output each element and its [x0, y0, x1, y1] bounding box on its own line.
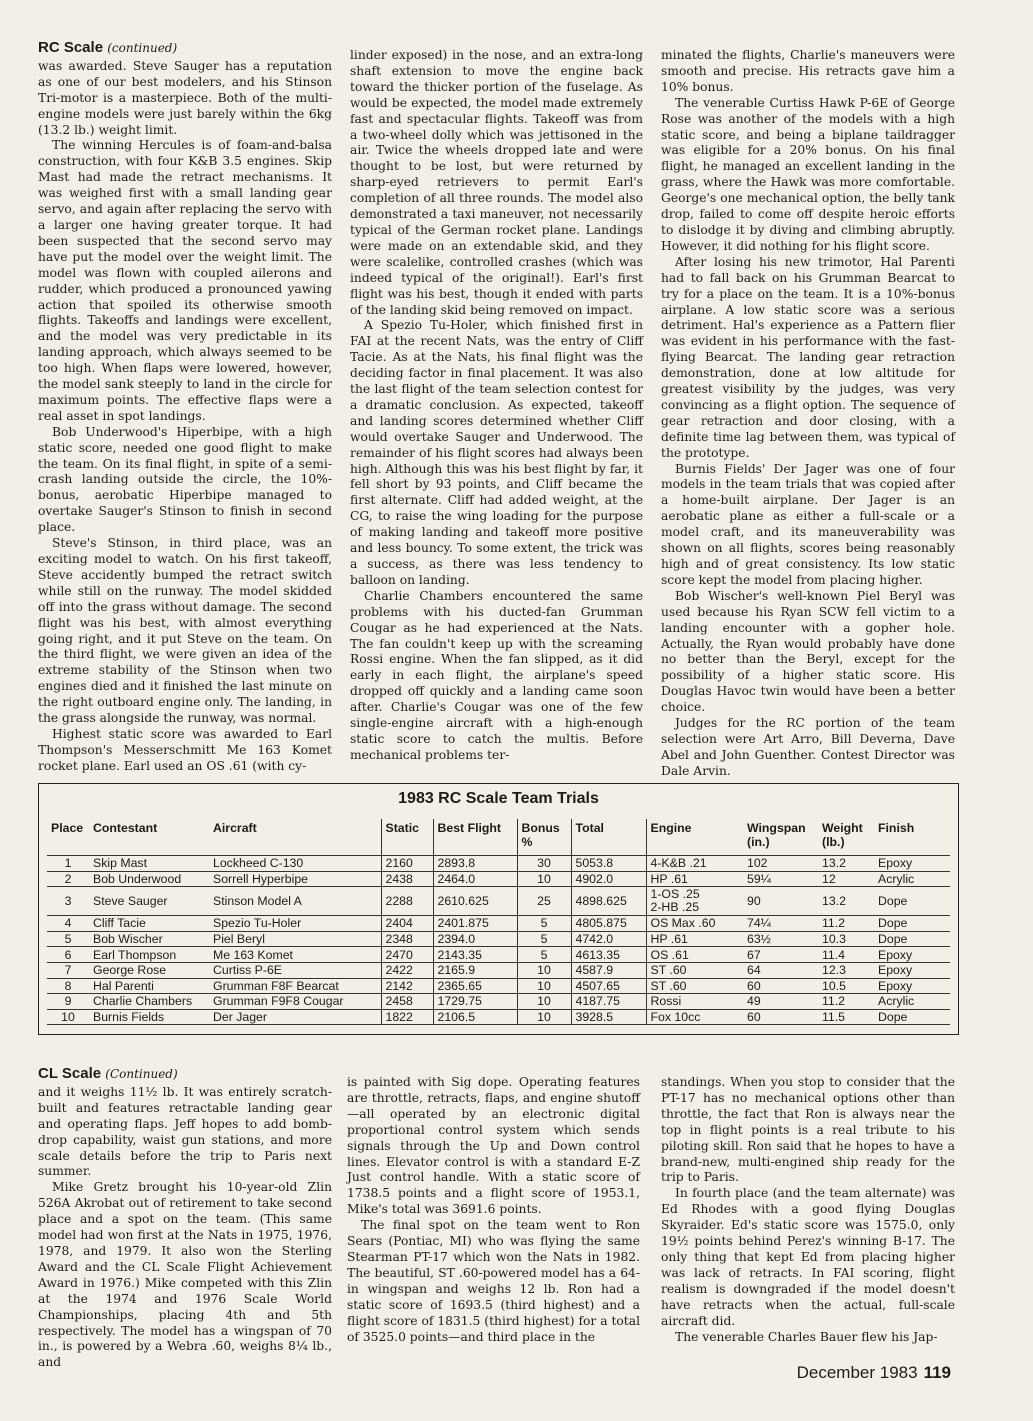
cell-best-flight: 2165.9	[433, 962, 517, 978]
cell-wingspan: 60	[747, 978, 761, 993]
paragraph: The final spot on the team went to Ron Sears (Pontiac, MI) who was flying the same Stearman PT-17 which won the Nats in 1982. The beautiful, ST .60-powered model has a 64-in wingspan and weighs 12 lb. Ron had a static score of 1693.5 (third highest) and a flight score of 1831.5 (third highest) for a total of 3525.0 points—and third place in the	[347, 1218, 640, 1344]
cell-finish: Epoxy	[878, 947, 913, 962]
cell-wingspan: 60	[747, 1010, 761, 1025]
cell-engine	[646, 1009, 743, 1025]
cell-total: 4507.65	[571, 978, 646, 994]
cell-static: 2470	[381, 947, 433, 963]
cell-finish: Dope	[878, 916, 908, 931]
table-row	[47, 887, 950, 916]
cell-place: 5	[64, 932, 72, 947]
paragraph: Judges for the RC portion of the team selection were Art Arro, Bill Deverna, Dave Abel and John Guenther. Contest Director was Dale Arvin.	[661, 716, 955, 778]
paragraph: Mike Gretz brought his 10-year-old Zlin 526A Akrobat out of retirement to take second place and a spot on the team. (This same model had won first at the Nats in 1975, 1976, 1978, and 1979. It also won the Sterling Award and the CL Scale Flight Achievement Award in 1976.) Mike competed with this Zlin at the 1974 and 1976 Scale World Championships, placing 4th and 5th respectively. The model has a wingspan of 70 in., is powered by a Webra .60, weighs 8¼ lb., and	[38, 1180, 332, 1370]
cell-wingspan: 67	[747, 947, 761, 962]
cell-aircraft: Piel Beryl	[213, 932, 265, 947]
section-heading-rc-scale	[38, 40, 332, 57]
table-row	[47, 931, 950, 947]
rc-column-3	[661, 48, 955, 780]
cell-aircraft: Lockheed C-130	[213, 856, 304, 871]
cell-aircraft: Der Jager	[213, 1010, 267, 1025]
cell-finish: Epoxy	[878, 856, 913, 871]
cell-wingspan: 74¼	[747, 916, 771, 931]
col-header-wingspan: Wingspan (in.)	[747, 821, 806, 849]
cell-total: 5053.8	[571, 856, 646, 872]
paragraph: The winning Hercules is of foam-and-balsa construction, with four K&B 3.5 engines. Skip Mast had made the retract mechanisms. It was weighed first with a small landing gear servo, and again after replacing the servo with a larger one having greater torque. It had been suspected that the second servo may have put the model over the weight limit. The model was flown with coupled ailerons and rudder, which produced a pronounced yawing action that spoiled its otherwise smooth flights. Takeoffs and landings were excellent, and the model was very predictable in its landing approach, which always seemed to be too high. When flaps were lowered, however, the model sank steeply to land in the circle for maximum points. The effective flaps were a real asset in spot landings.	[38, 138, 332, 423]
engine-line: Rossi	[650, 994, 682, 1009]
cell-wingspan: 63½	[747, 932, 771, 947]
cell-total: 4187.75	[571, 994, 646, 1010]
cell-static: 2438	[381, 871, 433, 887]
paragraph: Steve's Stinson, in third place, was an exciting model to watch. On his first takeoff, Steve accidently bumped the retract switch while still on the runway. The model skidded off into the grass without damage. The second flight was his best, with almost everything going right, and it put Steve on the team. On the third flight, we were given an idea of the extreme stability of the Stinson when two engines died and it finished the last minute on the right outboard engine only. The landing, in the grass alongside the runway, was normal.	[38, 536, 332, 726]
table-row	[47, 962, 950, 978]
paragraph: is painted with Sig dope. Operating features are throttle, retracts, flaps, and engine shutoff —all operated by an electronic digital proportional control system which sends signals through the Up and Down control lines. Elevator control is with a standard E-Z Just control handle. With a static score of 1738.5 points and a flight score of 1953.1, Mike's total was 3691.6 points.	[347, 1075, 640, 1217]
cell-place: 2	[64, 871, 72, 886]
section-continued: (continued)	[107, 41, 178, 55]
cell-aircraft: Spezio Tu-Holer	[213, 916, 302, 931]
paragraph: linder exposed) in the nose, and an extra-long shaft extension to move the engine back toward the thicker portion of the fuselage. As would be expected, the model made extremely fast and spectacular flights. Takeoff was from a two-wheel dolly which was jettisoned in the air. Twice the wheels dropped late and were thought to be lost, but were returned by sharp-eyed retrievers to permit Earl's completion of all three rounds. The model also demonstrated a taxi maneuver, not necessarily typical of the German rocket plane. Landings were made on an extendable skid, and they were scalelike, controlled crashes (which was indeed typical of the original!). Earl's first flight was his best, though it ended with parts of the landing skid being removed on impact.	[350, 48, 643, 317]
table-row	[47, 994, 950, 1010]
cell-engine	[646, 856, 743, 872]
paragraph: The venerable Charles Bauer flew his Jap-	[675, 1329, 938, 1344]
page-footer	[797, 1363, 951, 1383]
engine-line: HP .61	[650, 932, 688, 947]
rc-column-2	[350, 48, 643, 764]
results-table	[47, 819, 950, 1025]
cell-bonus: 10	[517, 1009, 571, 1025]
cell-total: 4587.9	[571, 962, 646, 978]
cell-bonus: 10	[517, 962, 571, 978]
table-row	[47, 856, 950, 872]
paragraph: In fourth place (and the team alternate) was Ed Rhodes with a good flying Douglas Skyraider. Ed's static score was 1575.0, only 19½ points behind Perez's winning B-17. The only thing that kept Ed from placing higher was lack of retracts. In FAI scoring, flight realism is downgraded if the model doesn't have retracts when the actual, full-scale aircraft did.	[661, 1186, 955, 1328]
cell-weight: 12.3	[822, 963, 846, 978]
cell-bonus: 5	[517, 931, 571, 947]
cell-place: 9	[64, 994, 72, 1009]
col-header-total: Total	[571, 819, 646, 856]
cell-aircraft: Grumman F9F8 Cougar	[213, 994, 344, 1009]
issue-date: December 1983	[796, 1363, 918, 1382]
cell-total: 3928.5	[571, 1009, 646, 1025]
paragraph: The venerable Curtiss Hawk P-6E of George Rose was another of the models with a high static score, and being a biplane taildragger was eligible for a 20% bonus. On his final flight, he managed an excellent landing in the grass, where the Hawk was more comfortable. George's one mechanical option, the belly tank drop, failed to come off despite heroic efforts to dislodge it by diving and climbing abruptly. However, it did nothing for his flight score.	[661, 95, 955, 253]
engine-line: HP .61	[650, 871, 688, 886]
table-row	[47, 947, 950, 963]
cell-contestant: Bob Underwood	[93, 871, 182, 886]
cell-weight: 11.2	[822, 994, 846, 1009]
paragraph: A Spezio Tu-Holer, which finished first in FAI at the recent Nats, was the entry of Cliff Tacie. As at the Nats, his final flight was the deciding factor in final placement. It was also the last flight of the team selection contest for a dramatic conclusion. As expected, takeoff and landing scores determined whether Cliff would overtake Sauger and Underwood. The remainder of his flight scores had always been high. Although this was his best flight by far, it fell short by 93 points, and Cliff became the first alternate. Cliff had added weight, at the CG, to raise the wing loading for the purpose of making landing and takeoff more positive and less bouncy. To some extent, the trick was a success, as there was less tendency to balloon on landing.	[350, 318, 643, 587]
paragraph: Bob Underwood's Hiperbipe, with a high static score, needed one good flight to make the team. On its final flight, in spite of a semi-crash landing outside the circle, the 10%-bonus, aerobatic Hiperbipe managed to overtake Sauger's Stinson to finish in second place.	[38, 424, 332, 535]
cell-finish: Dope	[878, 893, 908, 908]
cell-static: 2160	[381, 856, 433, 872]
cell-best-flight: 1729.75	[433, 994, 517, 1010]
col-header-weight: Weight (lb.)	[822, 821, 863, 849]
paragraph: Charlie Chambers encountered the same problems with his ducted-fan Grumman Cougar as he had experienced at the Nats. The fan couldn't keep up with the screaming Rossi engine. When the fan slipped, as it did early in each flight, the airplane's speed dropped off quickly and a landing came soon after. Charlie's Cougar was one of the few single-engine aircraft with a high-enough static score to catch the multis. Before mechanical problems ter-	[350, 588, 643, 762]
table-title: 1983 RC Scale Team Trials	[398, 790, 599, 807]
col-header-place: Place	[51, 821, 84, 835]
cell-static: 2404	[381, 916, 433, 932]
table-row	[47, 871, 950, 887]
rc-column-1	[38, 40, 332, 775]
cell-engine	[646, 871, 743, 887]
cell-wingspan: 90	[747, 893, 761, 908]
cell-place: 6	[64, 947, 72, 962]
cell-contestant: Hal Parenti	[93, 978, 154, 993]
table-header-row	[47, 819, 950, 856]
cell-wingspan: 59¼	[747, 871, 771, 886]
col-header-static: Static	[381, 819, 433, 856]
cell-total: 4613.35	[571, 947, 646, 963]
paragraph: After losing his new trimotor, Hal Parenti had to fall back on his Grumman Bearcat to try for a place on the team. It is a 10%-bonus airplane. A low static score was a serious detriment. Hal's experience as a Pattern flier was evident in his performance with the fast-flying Bearcat. The landing gear retraction demonstration, done at low altitude for greatest visibility by the judges, was very convincing as a flight option. The sequence of gear retraction and door closing, with a definite time lag between them, was typical of the prototype.	[661, 254, 955, 460]
cell-engine	[646, 962, 743, 978]
cell-engine	[646, 887, 743, 916]
cell-best-flight: 2394.0	[433, 931, 517, 947]
cell-best-flight: 2464.0	[433, 871, 517, 887]
cell-wingspan: 102	[747, 856, 768, 871]
col-header-contestant: Contestant	[93, 821, 158, 835]
cell-contestant: Charlie Chambers	[93, 994, 193, 1009]
paragraph: Burnis Fields' Der Jager was one of four models in the team trials that was copied after a home-built airplane. Der Jager is an aerobatic plane as either a full-scale or a model craft, and its maneuverability was shown on all flights, scores being reasonably high and of great consistency. Its low static score kept the model from placing higher.	[661, 461, 955, 587]
cell-engine	[646, 931, 743, 947]
engine-line: Fox 10cc	[650, 1010, 701, 1025]
section-continued: (Continued)	[105, 1067, 178, 1081]
cell-place: 8	[64, 978, 72, 993]
cell-total: 4805.875	[571, 916, 646, 932]
cell-finish: Acrylic	[878, 871, 915, 886]
paragraph: standings. When you stop to consider that the PT-17 has no mechanical options other than throttle, the fact that Ron is always near the top in flight points is a real tribute to his piloting skill. Ron said that he hopes to have a brand-new, multi-engined ship ready for the trip to Paris.	[661, 1075, 955, 1185]
col-header-aircraft: Aircraft	[213, 821, 257, 835]
col-header-engine: Engine	[650, 821, 692, 835]
col-header-best-flight: Best Flight	[433, 819, 517, 856]
cell-best-flight: 2143.35	[433, 947, 517, 963]
engine-line: 4-K&B .21	[650, 856, 707, 871]
cell-best-flight: 2610.625	[433, 887, 517, 916]
cell-place: 10	[61, 1010, 75, 1025]
cell-weight: 13.2	[822, 856, 846, 871]
cell-static: 1822	[381, 1009, 433, 1025]
cell-contestant: George Rose	[93, 963, 167, 978]
results-table-body	[47, 856, 950, 1025]
cell-best-flight: 2401.875	[433, 916, 517, 932]
cell-contestant: Burnis Fields	[93, 1010, 165, 1025]
table-row	[47, 1009, 950, 1025]
cell-static: 2458	[381, 994, 433, 1010]
cell-engine	[646, 947, 743, 963]
cell-bonus: 10	[517, 871, 571, 887]
cell-best-flight: 2365.65	[433, 978, 517, 994]
cell-total: 4902.0	[571, 871, 646, 887]
cell-contestant: Steve Sauger	[93, 893, 168, 908]
engine-line: OS .61	[650, 947, 689, 962]
cell-engine	[646, 916, 743, 932]
cell-bonus: 25	[517, 887, 571, 916]
cell-aircraft: Grumman F8F Bearcat	[213, 978, 339, 993]
cell-weight: 10.3	[822, 932, 846, 947]
cell-weight: 10.5	[822, 978, 846, 993]
cell-finish: Acrylic	[878, 994, 915, 1009]
cell-engine	[646, 994, 743, 1010]
cell-aircraft: Curtiss P-6E	[213, 963, 283, 978]
section-heading-cl-scale	[38, 1066, 332, 1083]
table-row	[47, 916, 950, 932]
cell-best-flight: 2893.8	[433, 856, 517, 872]
cell-wingspan: 49	[747, 994, 761, 1009]
cell-aircraft: Sorrell Hyperbipe	[213, 871, 309, 886]
cell-place: 1	[64, 856, 72, 871]
cell-place: 4	[64, 916, 72, 931]
cell-bonus: 5	[517, 947, 571, 963]
cell-bonus: 5	[517, 916, 571, 932]
cell-finish: Epoxy	[878, 963, 913, 978]
col-header-finish: Finish	[878, 821, 915, 835]
cell-finish: Dope	[878, 932, 908, 947]
cell-weight: 12	[822, 871, 836, 886]
engine-line: 2-HB .25	[650, 900, 700, 915]
cl-column-3	[661, 1075, 955, 1345]
results-table-box	[38, 783, 959, 1035]
section-title: RC Scale	[38, 39, 104, 56]
cell-bonus: 10	[517, 994, 571, 1010]
cell-weight: 11.5	[822, 1010, 846, 1025]
cell-contestant: Earl Thompson	[93, 947, 177, 962]
paragraph: Bob Wischer's well-known Piel Beryl was used because his Ryan SCW fell victim to a landing encounter with a gopher hole. Actually, the Ryan would probably have done no better than the Beryl, except for the possibility of a higher static score. His Douglas Havoc twin would have been a better choice.	[661, 588, 955, 715]
cell-static: 2422	[381, 962, 433, 978]
cell-contestant: Skip Mast	[93, 856, 147, 871]
cell-place: 7	[64, 963, 72, 978]
cell-aircraft: Me 163 Komet	[213, 947, 293, 962]
cell-weight: 11.4	[822, 947, 846, 962]
paragraph: Highest static score was awarded to Earl Thompson's Messerschmitt Me 163 Komet rocket plane. Earl used an OS .61 (with cy-	[38, 726, 332, 773]
cell-bonus: 30	[517, 856, 571, 872]
cell-weight: 11.2	[822, 916, 846, 931]
cell-contestant: Bob Wischer	[93, 932, 163, 947]
col-header-bonus: Bonus %	[517, 819, 571, 856]
cell-place: 3	[64, 893, 72, 908]
cell-weight: 13.2	[822, 893, 846, 908]
engine-line: ST .60	[650, 963, 687, 978]
engine-line: OS Max .60	[650, 916, 716, 931]
engine-line: 1-OS .25	[650, 887, 700, 902]
engine-line: ST .60	[650, 978, 687, 993]
cell-bonus: 10	[517, 978, 571, 994]
table-row	[47, 978, 950, 994]
cl-column-1	[38, 1066, 332, 1371]
cell-engine	[646, 978, 743, 994]
cl-column-2	[347, 1075, 640, 1345]
paragraph: minated the flights, Charlie's maneuvers were smooth and precise. His retracts gave him a 10% bonus.	[661, 48, 955, 94]
cell-total: 4898.625	[571, 887, 646, 916]
cell-best-flight: 2106.5	[433, 1009, 517, 1025]
cell-static: 2348	[381, 931, 433, 947]
cell-finish: Dope	[878, 1010, 908, 1025]
page-number: 119	[923, 1363, 951, 1382]
cell-static: 2288	[381, 887, 433, 916]
cell-total: 4742.0	[571, 931, 646, 947]
cell-wingspan: 64	[747, 963, 761, 978]
cell-contestant: Cliff Tacie	[93, 916, 146, 931]
section-title: CL Scale	[38, 1065, 102, 1082]
paragraph: was awarded. Steve Sauger has a reputation as one of our best modelers, and his Stinson Tri-motor is a masterpiece. Both of the multi-engine models were just barely within the 6kg (13.2 lb.) weight limit.	[38, 58, 332, 137]
paragraph: and it weighs 11½ lb. It was entirely scratch-built and features retractable landing gear and operating flaps. Jeff hopes to add bomb-drop capability, waist gun stations, and more scale details before the trip to Paris next summer.	[38, 1084, 332, 1179]
cell-aircraft: Stinson Model A	[213, 893, 302, 908]
cell-static: 2142	[381, 978, 433, 994]
cell-finish: Epoxy	[878, 978, 913, 993]
